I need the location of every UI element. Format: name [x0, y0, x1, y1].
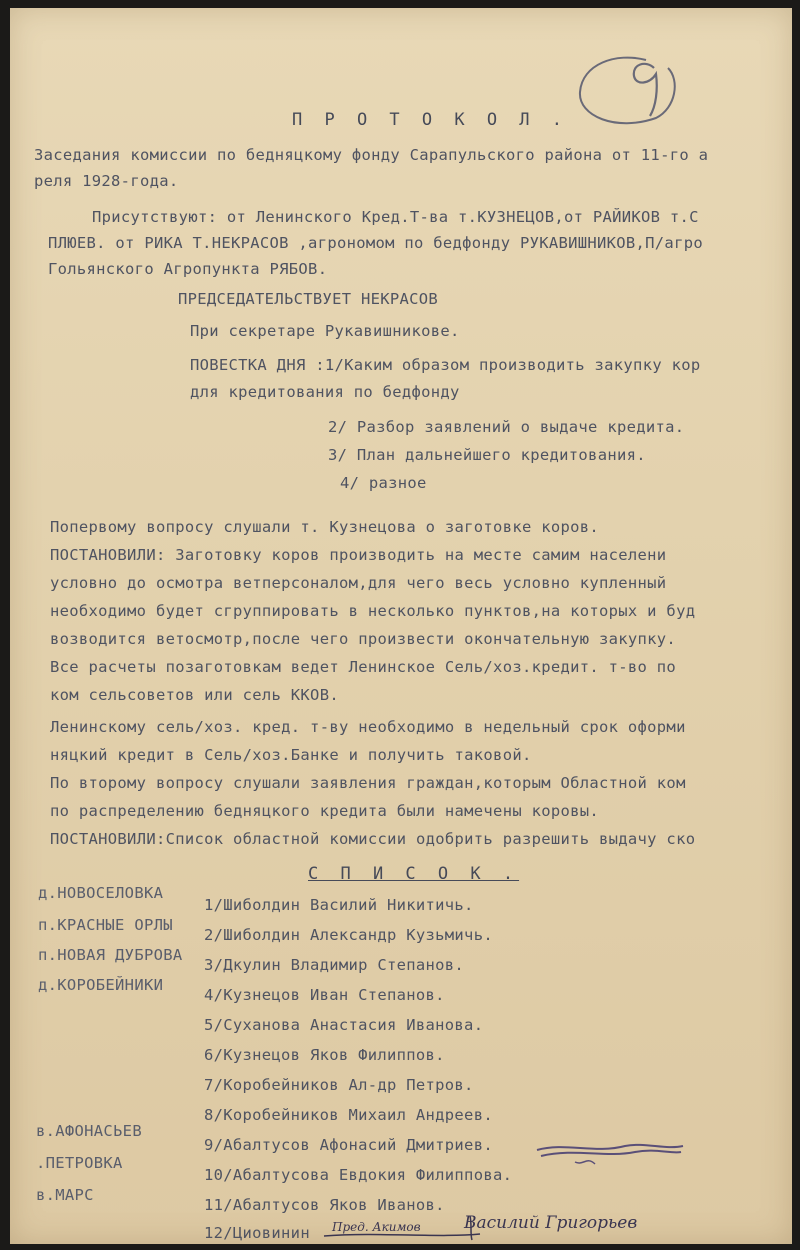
- resolution-1-line-1: ПОСТАНОВИЛИ: Заготовку коров производить на месте самим населени: [50, 546, 667, 564]
- list-entry: 7/Коробейников Ал-др Петров.: [204, 1076, 474, 1094]
- secretary-line: При секретаре Рукавишникове.: [190, 322, 460, 340]
- list-entry: 2/Шиболдин Александр Кузьмичь.: [204, 926, 493, 944]
- village-label: в.МАРС: [36, 1186, 94, 1204]
- agenda-line-4: 4/ разное: [340, 474, 427, 492]
- village-label: д.НОВОСЕЛОВКА: [38, 884, 164, 902]
- first-question-line: Попервому вопросу слушали т. Кузнецова о заготовке коров.: [50, 518, 600, 536]
- agenda-line-3: 3/ План дальнейшего кредитования.: [328, 446, 646, 464]
- list-entry: 11/Абалтусов Яков Иванов.: [204, 1196, 445, 1214]
- village-label: п.НОВАЯ ДУБРОВА: [38, 946, 183, 964]
- crossed-out-scribble: [535, 1136, 685, 1168]
- list-entry: 6/Кузнецов Яков Филиппов.: [204, 1046, 445, 1064]
- village-label: п.КРАСНЫЕ ОРЛЫ: [38, 916, 173, 934]
- second-question-line-2: по распределению бедняцкого кредита были намечены коровы.: [50, 802, 600, 820]
- signature-small: Пред. Акимов: [332, 1220, 421, 1234]
- village-label: .ПЕТРОВКА: [36, 1154, 123, 1172]
- intro-line-1: Заседания комиссии по бедняцкому фонду Сарапульского района от 11-го а: [34, 146, 709, 164]
- attendees-line-1: Присутствуют: от Ленинского Кред.Т-ва т.КУЗНЕЦОВ,от РАЙИКОВ т.С: [92, 208, 699, 226]
- list-heading: С П И С О К .: [308, 864, 520, 884]
- folio-number-handwritten: [576, 50, 684, 130]
- list-entry: 3/Дкулин Владимир Степанов.: [204, 956, 465, 974]
- list-entry: 12/Циовинин: [204, 1224, 310, 1242]
- list-entry: 9/Абалтусов Афонасий Дмитриев.: [204, 1136, 493, 1154]
- signature-main: Василий Григорьев: [464, 1213, 638, 1233]
- attendees-line-3: Гольянского Агропункта РЯБОВ.: [48, 260, 328, 278]
- agenda-line-1b: для кредитования по бедфонду: [190, 383, 460, 401]
- agenda-line-1: ПОВЕСТКА ДНЯ :1/Каким образом производить закупку кор: [190, 356, 701, 374]
- protocol-title: П Р О Т О К О Л .: [292, 110, 568, 130]
- list-entry: 10/Абалтусова Евдокия Филиппова.: [204, 1166, 513, 1184]
- chairman-line: ПРЕДСЕДАТЕЛЬСТВУЕТ НЕКРАСОВ: [178, 290, 439, 308]
- village-label: в.АФОНАСЬЕВ: [36, 1122, 142, 1140]
- resolution-1-line-8: няцкий кредит в Сель/хоз.Банке и получить таковой.: [50, 746, 532, 764]
- attendees-line-2: ПЛЮЕВ. от РИКА Т.НЕКРАСОВ ,агрономом по бедфонду РУКАВИШНИКОВ,П/агро: [48, 234, 703, 252]
- resolution-1-line-4: возводится ветосмотр,после чего произвести окончательную закупку.: [50, 630, 677, 648]
- second-question-line-1: По второму вопросу слушали заявления граждан,которым Областной ком: [50, 774, 686, 792]
- list-entry: 1/Шиболдин Василий Никитичь.: [204, 896, 474, 914]
- resolution-1-line-3: необходимо будет сгруппировать в несколько пунктов,на которых и буд: [50, 602, 696, 620]
- list-entry: 5/Суханова Анастасия Иванова.: [204, 1016, 484, 1034]
- resolution-1-line-6: ком сельсоветов или сель ККОВ.: [50, 686, 339, 704]
- document-page: [10, 8, 792, 1244]
- intro-line-2: реля 1928-года.: [34, 172, 179, 190]
- agenda-line-2: 2/ Разбор заявлений о выдаче кредита.: [328, 418, 685, 436]
- resolution-1-line-7: Ленинскому сель/хоз. кред. т-ву необходимо в недельный срок оформи: [50, 718, 686, 736]
- resolution-2-line: ПОСТАНОВИЛИ:Список областной комиссии одобрить разрешить выдачу ско: [50, 830, 696, 848]
- resolution-1-line-5: Все расчеты позаготовкам ведет Ленинское Сель/хоз.кредит. т-во по: [50, 658, 677, 676]
- list-entry: 8/Коробейников Михаил Андреев.: [204, 1106, 493, 1124]
- list-entry: 4/Кузнецов Иван Степанов.: [204, 986, 445, 1004]
- resolution-1-line-2: условно до осмотра ветперсоналом,для чего весь условно купленный: [50, 574, 667, 592]
- village-label: д.КОРОБЕЙНИКИ: [38, 976, 164, 994]
